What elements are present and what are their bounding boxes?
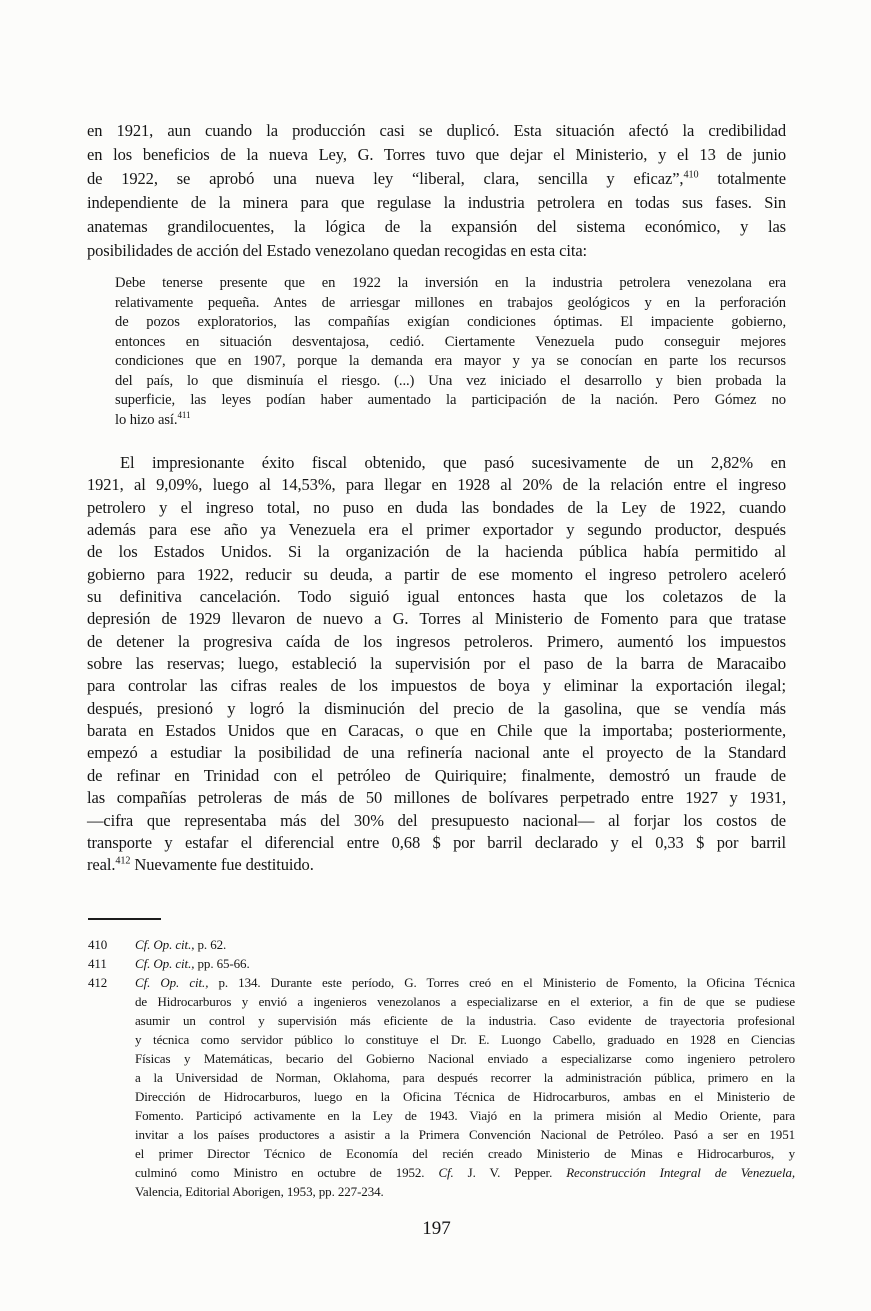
footnote-410 [88,935,795,954]
text-line: posibilidades de acción del Estado venezolano quedan recogidas en esta cita: [87,241,588,260]
text-line: en los beneficios de la nueva Ley, G. Torres tuvo que dejar el Ministerio, y el 13 de junio [87,145,786,164]
text-line: entonces en situación desventajosa, cedió. Ciertamente Venezuela pudo conseguir mejores [115,333,786,350]
text-line: Valencia, Editorial Aborigen, 1953, pp. 227-234. [135,1184,384,1199]
text-line: El impresionante éxito fiscal obtenido, que pasó sucesivamente de un 2,82% en [120,453,786,472]
text-line: lo hizo así.$^{411}$ [115,409,191,428]
footnote-ref: 412 [115,855,131,867]
text-line: Físicas y Matemáticas, becario del Gobierno Nacional enviado a especializarse como ingeniero petrolero [135,1051,795,1066]
footnote-411 [88,954,795,973]
text-line: en 1921, aun cuando la producción casi se duplicó. Esta situación afectó la credibilidad [87,121,786,140]
footnote-number: 411 [88,956,107,971]
text-line: Debe tenerse presente que en 1922 la inversión en la industria petrolera venezolana era [115,275,786,291]
text-line: del país, lo que disminuía el riesgo. (...) Una vez iniciado el desarrollo y bien probada la [115,372,786,389]
footnote-text [135,935,795,954]
text-line: Fomento. Participó activamente en la Ley de 1943. Viajó en la primera misión al Medio Oriente, para [135,1108,795,1123]
block-quote [115,274,786,430]
text-run: Cf. Op. cit., [135,956,195,971]
text-line: depresión de 1929 llevaron de nuevo a G. Torres al Ministerio de Fomento para que tratase [87,609,786,629]
footnote-separator [88,918,161,920]
footnote-412 [88,973,795,1201]
paragraph-opening [87,119,786,263]
text-line: asumir un control y supervisión más eficiente de la industria. Caso evidente de trayectoria profesional [135,1013,795,1028]
text-run: pp. 65-66. [194,956,250,971]
text-line: empezó a estudiar la posibilidad de una refinería nacional ante el proyecto de la Standard [87,743,786,763]
text-line: gobierno para 1922, reducir su deuda, a partir de ese momento el ingreso petrolero aceleró [87,564,786,584]
text-run: Cf. [438,1165,454,1180]
text-line: relativamente pequeña. Antes de arriesgar millones en trabajos geológicos y en la perforación [115,294,786,311]
text-line: de detener la progresiva caída de los ingresos petroleros. Primero, aumentó los impuestos [87,631,786,651]
page-number: 197 [422,1218,451,1239]
text-line: de refinar en Trinidad con el petróleo de Quiriquire; finalmente, demostró un fraude de [87,765,786,785]
text-line: —cifra que representaba más del 30% del presupuesto nacional— al forjar los costos de [87,810,786,830]
footnote-number: 410 [88,937,108,952]
text-run: Reconstrucción Integral de Venezuela, [566,1165,796,1180]
text-line: y técnica como servidor público lo constituye el Dr. E. Luongo Cabello, graduado en 1928 en Ciencias [135,1032,795,1047]
footnote-ref: 410 [683,169,699,181]
text-line: de 1922, se aprobó una nueva ley “liberal, clara, sencilla y eficaz”,$^{410}$ totalmente [87,169,786,188]
text-line: a la Universidad de Norman, Oklahoma, para después recorrer la administración pública, primero en la [135,1070,795,1085]
text-line: superficie, las leyes podían haber aumentado la participación de la nación. Pero Gómez no [115,392,786,408]
text-line: independiente de la minera para que regulase la industria petrolera en todas sus fases. Sin [87,193,786,212]
text-line: Cf. Op. cit., p. 134. Durante este período, G. Torres creó en el Ministerio de Fomento, la Oficina Técnica [135,975,795,990]
footnote-text [135,954,795,973]
text-line: de Hidrocarburos y envió a ingenieros venezolanos a especializarse en el exterior, a fin de que se pudiese [135,994,795,1009]
text-line: condiciones que en 1907, porque la demanda era mayor y ya se conocían en parte los recursos [115,353,786,369]
text-run: p. 62. [194,937,227,952]
text-line: para controlar las cifras reales de los impuestos de boya y eliminar la exportación ilegal; [87,676,786,696]
text-line: transporte y estafar el diferencial entre 0,68 $ por barril declarado y el 0,33 $ por barril [87,832,786,852]
footnote-text [135,973,795,1201]
text-line: sobre las reservas; luego, estableció la supervisión por el paso de la barra de Maracaibo [87,654,786,674]
text-line: su definitiva cancelación. Todo siguió igual entonces hasta que los coletazos de la [87,587,786,607]
text-line: invitar a los países productores a asistir a la Primera Convención Nacional de Petróleo. Pasó a ser en 1951 [135,1127,795,1142]
text-line: real.$^{412}$ Nuevamente fue destituido. [87,855,314,875]
text-line: el primer Director Técnico de Economía del recién creado Ministerio de Minas e Hidrocarburos, y [135,1146,795,1161]
text-line: después, presionó y logró la disminución del precio de la gasolina, que se vendía más [87,698,786,718]
footnotes [88,935,795,1201]
paragraph-main [87,452,786,877]
text-line: 1921, al 9,09%, luego al 14,53%, para llegar en 1928 al 20% de la relación entre el ingreso [87,475,786,495]
text-line: culminó como Ministro en octubre de 1952. Cf. J. V. Pepper. Reconstrucción Integral de Venezuela, [135,1165,796,1180]
text-line: anatemas grandilocuentes, la lógica de la expansión del sistema económico, y las [87,217,786,236]
text-line: las compañías petroleras de más de 50 millones de bolívares perpetrado entre 1927 y 1931, [87,788,786,808]
text-line: Dirección de Hidrocarburos, luego en la Oficina Técnica de Hidrocarburos, ambas en el Ministerio de [135,1089,795,1104]
text-run: Cf. Op. cit., [135,975,209,990]
footnote-ref: 411 [177,409,191,420]
text-line: petrolero y el ingreso total, no puso en duda las bondades de la Ley de 1922, cuando [87,497,786,517]
text-line: de los Estados Unidos. Si la organización de la hacienda pública había permitido al [87,542,786,562]
text-line: barata en Estados Unidos que en Caracas, o que en Chile que la importaba; posteriormente, [87,721,786,741]
text-run: Cf. Op. cit., [135,937,195,952]
text-line: además para ese año ya Venezuela era el primer exportador y segundo productor, después [87,520,786,540]
text-line: de pozos exploratorios, las compañías exigían condiciones óptimas. El impaciente gobierno, [115,314,786,330]
footnote-number: 412 [88,975,108,990]
